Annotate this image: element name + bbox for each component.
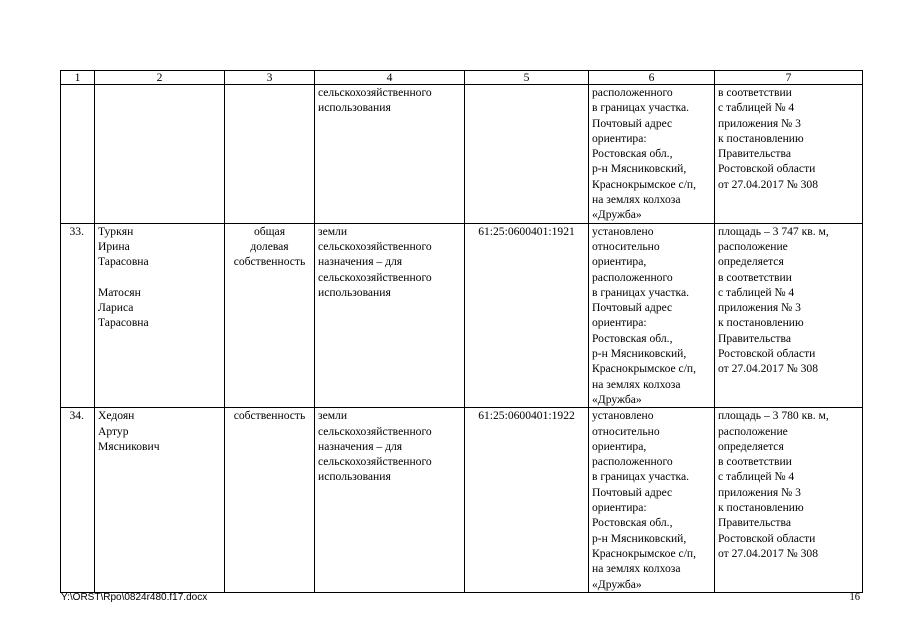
owner-line: Туркян: [98, 224, 134, 238]
notes-line: Ростовской области: [718, 347, 816, 361]
document-path: Y:\ORST\Rpo\0824r480.f17.docx: [61, 592, 208, 603]
notes-cell: [715, 85, 863, 224]
land-plots-table: [60, 70, 863, 593]
location-line: ориентира:: [592, 131, 647, 145]
location-line: «Дружба»: [592, 577, 642, 591]
category-line: использования: [318, 285, 391, 299]
notes-cell: [715, 223, 863, 408]
category-line: назначения – для: [318, 255, 403, 269]
cadastral-cell: 61:25:0600401:1922: [465, 408, 589, 593]
notes-line: Правительства: [718, 516, 791, 530]
header-cell: 7: [715, 71, 863, 85]
location-line: расположенного: [592, 86, 673, 99]
notes-line: от 27.04.2017 № 308: [718, 177, 819, 191]
right-cell: [225, 408, 315, 593]
notes-line: площадь – 3 780 кв. м,: [718, 409, 829, 423]
num-cell: 33.: [61, 223, 95, 408]
notes-line: приложения № 3: [718, 485, 801, 499]
page-number: 16: [849, 592, 860, 603]
right-line: общая: [253, 224, 286, 238]
location-line: Ростовская обл.,: [592, 331, 673, 345]
location-line: Почтовый адрес: [592, 301, 673, 315]
location-cell: [589, 85, 715, 224]
notes-line: приложения № 3: [718, 301, 801, 315]
location-line: установлено: [592, 409, 654, 423]
continuation-row: [61, 85, 863, 224]
notes-line: расположение: [718, 239, 788, 253]
location-line: относительно: [592, 424, 660, 438]
notes-line: площадь – 3 747 кв. м,: [718, 224, 829, 238]
location-line: на землях колхоза: [592, 562, 681, 576]
notes-line: с таблицей № 4: [718, 101, 795, 115]
owner-cell: [95, 223, 225, 408]
header-cell: 2: [95, 71, 225, 85]
owner-spacer: [98, 270, 221, 285]
header-cell: 1: [61, 71, 95, 85]
category-line: земли: [318, 224, 348, 238]
location-line: р-н Мясниковский,: [592, 531, 687, 545]
header-cell: 5: [465, 71, 589, 85]
location-line: ориентира:: [592, 316, 647, 330]
owner-cell: [95, 85, 225, 224]
header-row: [61, 71, 863, 85]
notes-line: Правительства: [718, 331, 791, 345]
right-line: собственность: [233, 255, 306, 269]
location-line: р-н Мясниковский,: [592, 162, 687, 176]
location-line: относительно: [592, 239, 660, 253]
num-cell: 34.: [61, 408, 95, 593]
owner-line: Мясникович: [98, 439, 160, 453]
owner-line: Тарасовна: [98, 255, 149, 269]
table-row: [61, 223, 863, 408]
location-line: Краснокрымское с/п,: [592, 546, 697, 560]
location-line: Почтовый адрес: [592, 485, 673, 499]
category-cell: [315, 408, 465, 593]
location-cell: [589, 408, 715, 593]
right-line: собственность: [233, 409, 306, 423]
owner-line: Матосян: [98, 285, 141, 299]
category-cell: [315, 223, 465, 408]
owner-line: Артур: [98, 424, 129, 438]
location-line: ориентира:: [592, 501, 647, 515]
notes-line: к постановлению: [718, 316, 804, 330]
notes-line: Ростовской области: [718, 162, 816, 176]
location-line: установлено: [592, 224, 654, 238]
location-line: на землях колхоза: [592, 193, 681, 207]
owner-line: Хедоян: [98, 409, 135, 423]
table-row: [61, 408, 863, 593]
owner-line: Ирина: [98, 239, 130, 253]
category-line: использования: [318, 101, 391, 115]
category-cell: [315, 85, 465, 224]
category-line: назначения – для: [318, 439, 403, 453]
location-line: Краснокрымское с/п,: [592, 177, 697, 191]
notes-line: к постановлению: [718, 501, 804, 515]
num-cell: [61, 85, 95, 224]
location-line: ориентира,: [592, 255, 647, 269]
category-line: сельскохозяйственного: [318, 239, 432, 253]
cadastral-cell: [465, 85, 589, 224]
notes-line: расположение: [718, 424, 788, 438]
cadastral-cell: 61:25:0600401:1921: [465, 223, 589, 408]
header-cell: 3: [225, 71, 315, 85]
right-line: долевая: [250, 239, 289, 253]
location-line: расположенного: [592, 455, 673, 469]
category-line: земли: [318, 409, 348, 423]
notes-line: с таблицей № 4: [718, 285, 795, 299]
notes-line: в соответствии: [718, 270, 792, 284]
location-line: «Дружба»: [592, 392, 642, 406]
location-line: Ростовская обл.,: [592, 516, 673, 530]
location-line: на землях колхоза: [592, 377, 681, 391]
notes-line: определяется: [718, 439, 784, 453]
owner-line: Тарасовна: [98, 316, 149, 330]
right-cell: [225, 223, 315, 408]
notes-cell: [715, 408, 863, 593]
owner-cell: [95, 408, 225, 593]
notes-line: Правительства: [718, 147, 791, 161]
right-cell: [225, 85, 315, 224]
category-line: сельскохозяйственного: [318, 270, 432, 284]
notes-line: от 27.04.2017 № 308: [718, 362, 819, 376]
notes-line: определяется: [718, 255, 784, 269]
location-line: р-н Мясниковский,: [592, 347, 687, 361]
header-cell: 6: [589, 71, 715, 85]
notes-line: приложения № 3: [718, 116, 801, 130]
header-cell: 4: [315, 71, 465, 85]
category-line: использования: [318, 470, 391, 484]
location-line: в границах участка.: [592, 470, 690, 484]
location-line: расположенного: [592, 270, 673, 284]
notes-line: в соответствии: [718, 86, 792, 99]
category-line: сельскохозяйственного: [318, 424, 432, 438]
location-line: Почтовый адрес: [592, 116, 673, 130]
location-cell: [589, 223, 715, 408]
location-line: Ростовская обл.,: [592, 147, 673, 161]
location-line: ориентира,: [592, 439, 647, 453]
category-line: сельскохозяйственного: [318, 455, 432, 469]
location-line: в границах участка.: [592, 285, 690, 299]
notes-line: с таблицей № 4: [718, 470, 795, 484]
location-line: «Дружба»: [592, 208, 642, 222]
owner-line: Лариса: [98, 301, 134, 315]
category-line: сельскохозяйственного: [318, 86, 432, 99]
notes-line: от 27.04.2017 № 308: [718, 546, 819, 560]
notes-line: к постановлению: [718, 131, 804, 145]
location-line: Краснокрымское с/п,: [592, 362, 697, 376]
notes-line: Ростовской области: [718, 531, 816, 545]
notes-line: в соответствии: [718, 455, 792, 469]
location-line: в границах участка.: [592, 101, 690, 115]
